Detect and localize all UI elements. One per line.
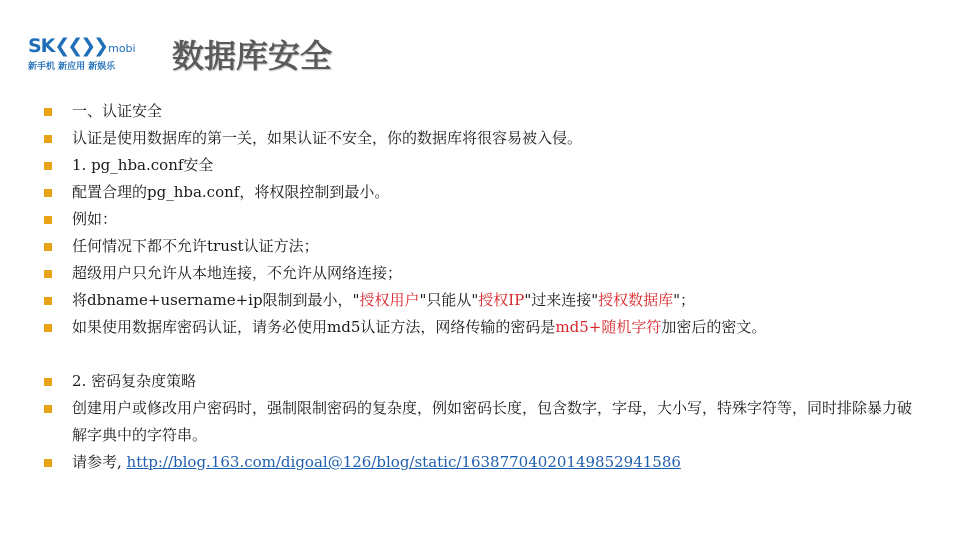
bullet-icon <box>44 270 52 278</box>
highlight-text: 授权IP <box>478 291 525 309</box>
list-item: 例如： <box>42 206 922 233</box>
list-item: 如果使用数据库密码认证，请务必使用md5认证方法，网络传输的密码是md5+随机字符加密后的密文。 <box>42 314 922 341</box>
logo-suffix: mobi <box>108 42 136 55</box>
bullet-icon <box>44 378 52 386</box>
bullet-icon <box>44 162 52 170</box>
bullet-list <box>42 98 922 476</box>
reference-link[interactable]: http://blog.163.com/digoal@126/blog/static/163877040201498529415​86 <box>126 453 681 471</box>
bullet-icon <box>44 405 52 413</box>
logo-text: SK <box>28 35 55 57</box>
bullet-icon <box>44 216 52 224</box>
page-title: 数据库安全 <box>172 37 333 75</box>
highlight-text: 授权用户 <box>359 291 420 309</box>
list-item: 配置合理的pg_hba.conf，将权限控制到最小。 <box>42 179 922 206</box>
list-item: 创建用户或修改用户密码时，强制限制密码的复杂度，例如密码长度，包含数字，字母，大小写，特殊字符等，同时排除暴力破解字典中的字符串。 <box>42 395 922 449</box>
logo-tagline: 新手机 新应用 新娱乐 <box>28 62 116 72</box>
logo-mark <box>28 36 136 59</box>
highlight-text: 授权数据库 <box>598 291 674 309</box>
highlight-text: md5+随机字符 <box>555 318 662 336</box>
bullet-icon <box>44 108 52 116</box>
list-item: 一、认证安全 <box>42 98 922 125</box>
bullet-icon <box>44 243 52 251</box>
logo-arrows-icon: ❮❮❯❯ <box>54 35 107 57</box>
bullet-icon <box>44 324 52 332</box>
bullet-icon <box>44 459 52 467</box>
list-item: 任何情况下都不允许trust认证方法； <box>42 233 922 260</box>
list-item: 认证是使用数据库的第一关，如果认证不安全，你的数据库将很容易被入侵。 <box>42 125 922 152</box>
list-item: 请参考, http://blog.163.com/digoal@126/blog/static/163877040201498529415​86 <box>42 449 922 476</box>
company-logo <box>28 36 158 78</box>
bullet-icon <box>44 297 52 305</box>
list-item: 将dbname+username+ip限制到最小，"授权用户"只能从"授权IP"过来连接"授权数据库"； <box>42 287 922 314</box>
bullet-icon <box>44 135 52 143</box>
bullet-icon <box>44 189 52 197</box>
list-item: 1. pg_hba.conf安全 <box>42 152 922 179</box>
list-item: 2. 密码复杂度策略 <box>42 368 922 395</box>
list-item: 超级用户只允许从本地连接，不允许从网络连接； <box>42 260 922 287</box>
